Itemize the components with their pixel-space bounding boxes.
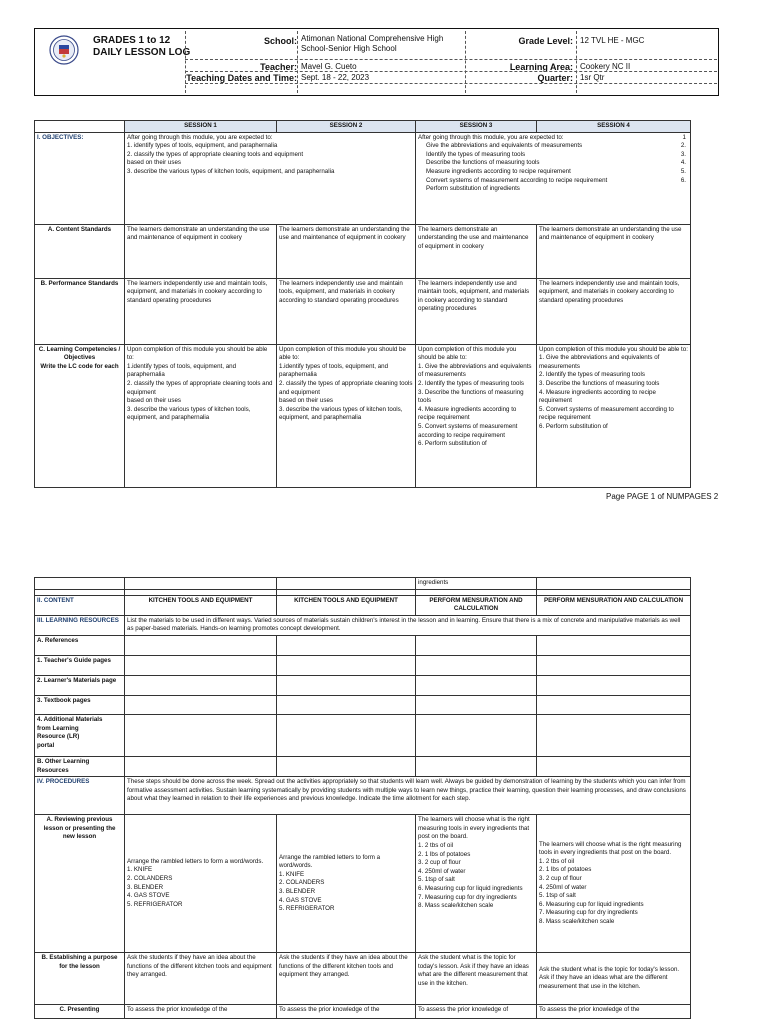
objective-num: 6. [680,176,686,184]
teacher-label: Teacher: [260,62,297,72]
objective-text: Measure ingredients according to recipe requirement [426,167,571,175]
session-2-header: SESSION 2 [277,121,416,133]
purpose-s2: Ask the students if they have an idea about the functions of the different kitchen tools and equipment they arranged. [277,953,416,1005]
performance-standards-s1: The learners independently use and maintain tools, equipment, and materials in cookery according to standard operating procedures [125,278,277,344]
title-line-2: DAILY LESSON LOG [93,47,191,58]
content-s3: PERFORM MENSURATION AND CALCULATION [416,595,537,615]
objective-text: Convert systems of measurement according to recipe requirement [426,176,608,184]
objective-item [418,159,688,168]
grade-label: Grade Level: [518,36,573,46]
session-4-header: SESSION 4 [537,121,691,133]
corner-cell [35,121,125,133]
content-standards-label: A. Content Standards [35,224,125,278]
objective-text: Give the abbreviations and equivalents of measurements [426,142,583,150]
objective-text: Perform substitution of ingredients [426,185,520,193]
dates-value: Sept. 18 - 22, 2023 [301,73,370,82]
objective-num: 1 [682,133,686,141]
performance-standards-label: B. Performance Standards [35,278,125,344]
title-line-1: GRADES 1 to 12 [93,35,171,46]
objectives-intro-text: After going through this module, you are expected to: [418,133,564,141]
content-s1: KITCHEN TOOLS AND EQUIPMENT [125,595,277,615]
quarter-value: 1sr Qtr [580,73,605,82]
content-label: II. CONTENT [35,595,125,615]
teacher-value: Mavel G. Cueto [301,62,357,71]
page-2 [0,520,768,1024]
competencies-label: C. Learning Competencies / Objectives Write the LC code for each [35,344,125,487]
session-3-header: SESSION 3 [416,121,537,133]
blank-cell [537,578,691,590]
other-resources-label: B. Other Learning Resources [35,756,125,776]
competencies-s3: Upon completion of this module you should be able to: 1. Give the abbreviations and equivalents of measurements 2. Identify the types of measuring tools 3. Describe the functions of measuring tools 4. Measure ingredients according to recipe requirement 5. Convert systems of measurement according to recipe requirement 6. Perform substitution of [416,344,537,487]
learners-materials-label: 2. Learner's Materials page [35,675,125,695]
review-s4: The learners will choose what is the right measuring tools in every ingredients that post on the board. 1. 2 tbs of oil 2. 1 lbs of potatoes 3. 2 cup of flour 4. 250ml of water 5. 1tsp of salt 6. Measuring cup for liquid ingredients 7. Measuring cup for dry ingredients 8. Mass scale/kitchen scale [537,815,691,953]
presenting-s3: To assess the prior knowledge of [416,1005,537,1019]
lesson-log-header [34,28,719,96]
content-s2: KITCHEN TOOLS AND EQUIPMENT [277,595,416,615]
content-standards-s3: The learners demonstrate an understanding the use and maintenance of equipment in cookery [416,224,537,278]
purpose-s1: Ask the students if they have an idea about the functions of the different kitchen tools and equipment they arranged. [125,953,277,1005]
objective-item [418,168,688,177]
objective-item [418,151,688,160]
continued-s3: ingredients [416,578,537,590]
objective-num: 3. [680,150,686,158]
content-procedures-table [34,577,691,1019]
blank-cell [35,578,125,590]
procedures-label: IV. PROCEDURES [35,777,125,815]
presenting-label: C. Presenting [35,1005,125,1019]
blank-cell [277,578,416,590]
objective-item [418,185,688,194]
objective-text: Describe the functions of measuring tools [426,159,540,167]
grade-value: 12 TVL HE - MGC [580,36,645,45]
content-standards-s2: The learners demonstrate an understanding the use and maintenance of equipment in cookery [277,224,416,278]
deped-seal-icon [49,35,79,65]
content-standards-s1: The learners demonstrate an understanding the use and maintenance of equipment in cookery [125,224,277,278]
performance-standards-s3: The learners independently use and maintain tools, equipment, and materials in cookery according to standard operating procedures [416,278,537,344]
content-standards-s4: The learners demonstrate an understanding the use and maintenance of equipment in cookery [537,224,691,278]
purpose-s3: Ask the student what is the topic for today's lesson. Ask if they have an ideas what are the different measurement that use in the kitchen. [416,953,537,1005]
objective-num: 4. [680,159,686,167]
objectives-right-intro [418,134,688,143]
competencies-s4: Upon completion of this module you should be able to: 1. Give the abbreviations and equivalents of measurements 2. Identify the types of measuring tools 3. Describe the functions of measuring tools 4. Measure ingredients according to recipe requirement 5. Convert systems of measurement according to recipe requirement 6. Perform substitution of [537,344,691,487]
blank-cell [125,578,277,590]
content-s4: PERFORM MENSURATION AND CALCULATION [537,595,691,615]
review-s3: The learners will choose what is the right measuring tools in every ingredients that post on the board. 1. 2 tbs of oil 2. 1 lbs of potatoes 3. 2 cup of flour 4. 250ml of water 5. 1tsp of salt 6. Measuring cup for liquid ingredients 7. Measuring cup for dry ingredients 8. Mass scale/kitchen scale [416,815,537,953]
competencies-s1: Upon completion of this module you should be able to: 1.identify types of tools, equipment, and paraphernalia 2. classify the types of appropriate cleaning tools and equipment based on their uses 3. describe the various types of kitchen tools, equipment, and paraphernalia [125,344,277,487]
form-title [93,35,190,59]
resources-text: List the materials to be used in different ways. Varied sources of materials sustain children's interest in the lesson and in learning. Ensure that there is a mix of concrete and manipulative materials as well as paper-based materials. Hands-on learning promotes concept development. [125,615,691,635]
area-label: Learning Area: [509,62,573,72]
presenting-s1: To assess the prior knowledge of the [125,1005,277,1019]
performance-standards-s4: The learners independently use and maintain tools, equipment, and materials in cookery according to standard operating procedures [537,278,691,344]
session-1-header: SESSION 1 [125,121,277,133]
competencies-s2: Upon completion of this module you should be able to: 1.identify types of tools, equipment, and paraphernalia 2. classify the types of appropriate cleaning tools and equipment based on their uses 3. describe the various types of kitchen tools, equipment, and paraphernalia [277,344,416,487]
quarter-label: Quarter: [537,73,573,83]
objective-num: 2. [680,142,686,150]
school-label: School: [264,36,297,46]
additional-materials-label: 4. Additional Materials from Learning Resource (LR) portal [35,714,125,756]
purpose-s4: Ask the student what is the topic for today's lesson. Ask if they have an ideas what are the different measurement that use in the kitchen. [537,953,691,1005]
area-value: Cookery NC II [580,62,631,71]
objective-text: Identify the types of measuring tools [426,150,526,158]
objectives-label: I. OBJECTIVES: [35,132,125,224]
teachers-guide-label: 1. Teacher's Guide pages [35,655,125,675]
objectives-right [416,132,691,224]
textbook-label: 3. Textbook pages [35,695,125,714]
presenting-s2: To assess the prior knowledge of the [277,1005,416,1019]
page-footer: Page PAGE 1 of NUMPAGES 2 [606,492,719,501]
presenting-s4: To assess the prior knowledge of the [537,1005,691,1019]
references-label: A. References [35,635,125,655]
school-value: Atimonan National Comprehensive High School-Senior High School [301,34,444,53]
procedures-text: These steps should be done across the week. Spread out the activities appropriately so that students will learn well. Always be guided by demonstration of learning by the students which you can infer from formative assessment activities. Sustain learning systematically by providing students with multiple ways to learn new things, practice their learning, question their learning processes, and draw conclusions about what they learned in relation to their life experiences and previous knowledge. Indicate the time allotment for each step. [125,777,691,815]
performance-standards-s2: The learners independently use and maintain tools, equipment, and materials in cookery according to standard operating procedures [277,278,416,344]
resources-label: III. LEARNING RESOURCES [35,615,125,635]
objective-item [418,142,688,151]
objective-item [418,177,688,186]
review-s1: Arrange the rambled letters to form a word/words. 1. KNIFE 2. COLANDERS 3. BLENDER 4. GAS STOVE 5. REFRIGERATOR [125,815,277,953]
review-s2: Arrange the rambled letters to form a word/words. 1. KNIFE 2. COLANDERS 3. BLENDER 4. GAS STOVE 5. REFRIGERATOR [277,815,416,953]
objectives-right-list [418,134,688,194]
objectives-left: After going through this module, you are expected to: 1. identify types of tools, equipment, and paraphernalia 2. classify the types of appropriate cleaning tools and equipment based on their uses 3. describe the various types of kitchen tools, equipment, and paraphernalia [125,132,416,224]
objectives-table [34,120,691,488]
objective-num: 5. [680,167,686,175]
review-label: A. Reviewing previous lesson or presenting the new lesson [35,815,125,953]
dates-label: Teaching Dates and Time: [186,73,297,83]
purpose-label: B. Establishing a purpose for the lesson [35,953,125,1005]
